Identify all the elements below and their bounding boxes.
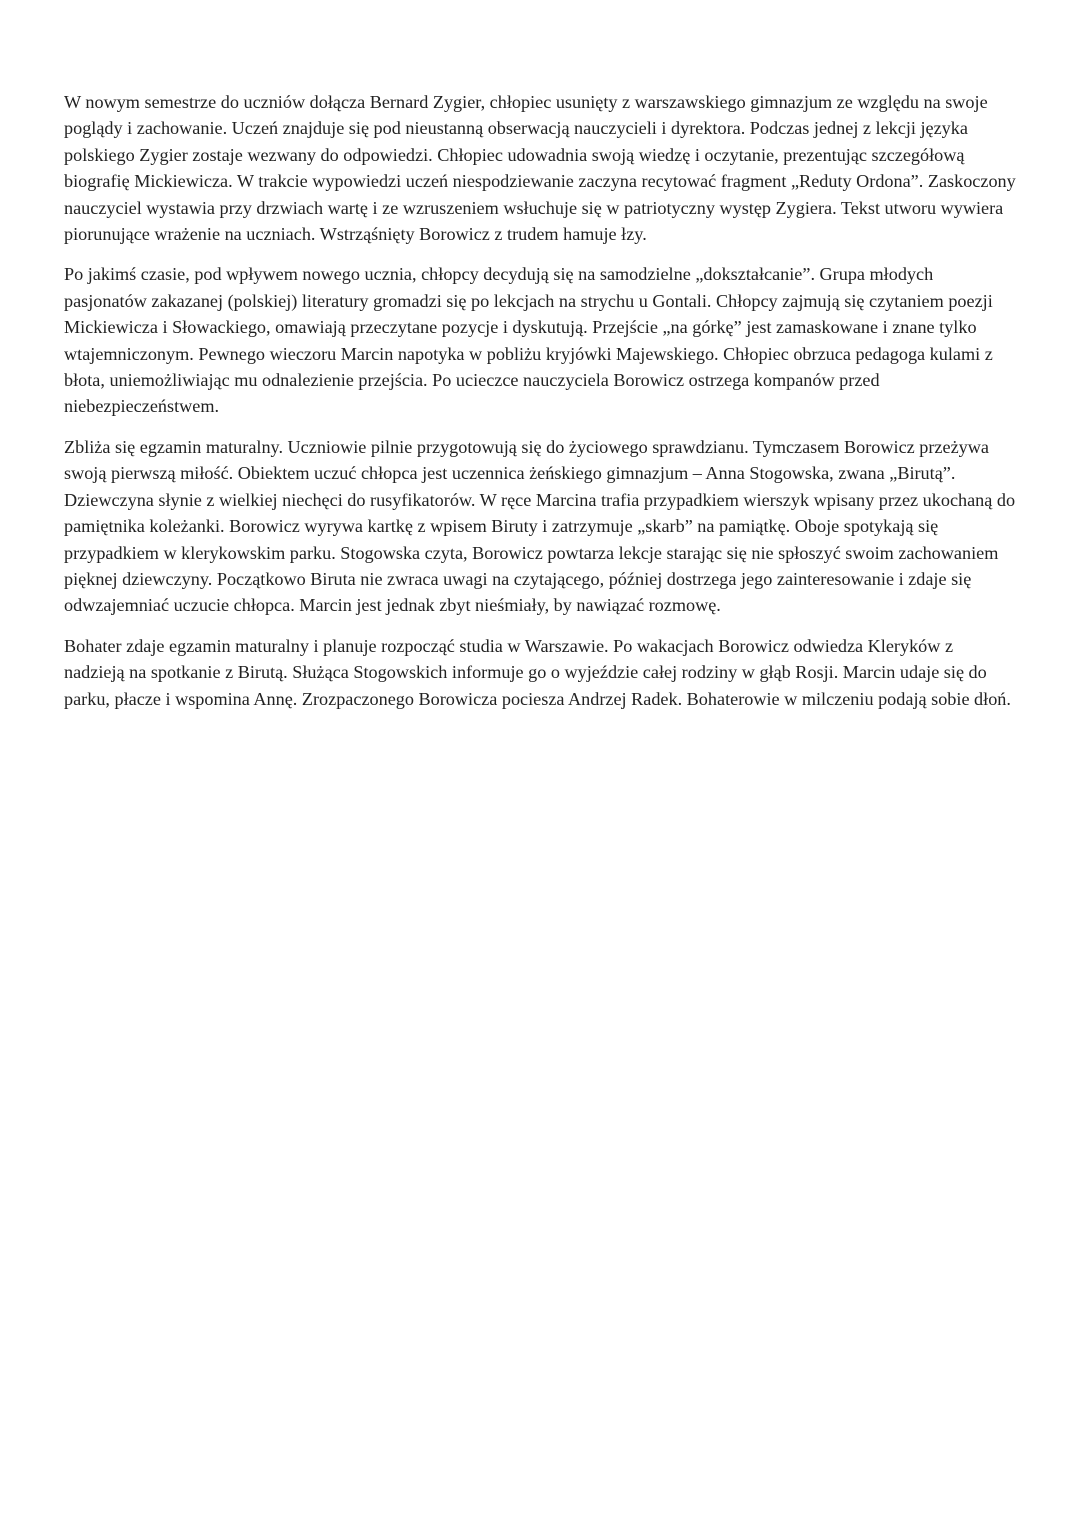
paragraph-ending: Bohater zdaje egzamin maturalny i planuje rozpocząć studia w Warszawie. Po wakacjach Borowicz odwiedza Kleryków z nadzieją na spotkanie z Birutą. Służąca Stogowskich informuje go o wyjeździe całej rodziny w głąb Rosji. Marcin udaje się do parku, płacze i wspomina Annę. Zrozpaczonego Borowicza pociesza Andrzej Radek. Bohaterowie w milczeniu podają sobie dłoń.: [64, 635, 1011, 709]
paragraph-zygier: W nowym semestrze do uczniów dołącza Bernard Zygier, chłopiec usunięty z warszawskiego gimnazjum ze względu na swoje poglądy i zachowanie. Uczeń znajduje się pod nieustanną obserwacją nauczycieli i dyrektora. Podczas jednej z lekcji języka polskiego Zygier zostaje wezwany do odpowiedzi. Chłopiec udowadnia swoją wiedzę i oczytanie, prezentując szczegółową biografię Mickiewicza. W trakcie wypowiedzi uczeń niespodziewanie zaczyna recytować fragment „Reduty Ordona”. Zaskoczony nauczyciel wystawia przy drzwiach wartę i ze wzruszeniem wsłuchuje się w patriotyczny występ Zygiera. Tekst utworu wywiera piorunujące wrażenie na uczniach. Wstrząśnięty Borowicz z trudem hamuje łzy.: [64, 92, 1016, 245]
paragraph-first-love: Zbliża się egzamin maturalny. Uczniowie pilnie przygotowują się do życiowego sprawdzianu. Tymczasem Borowicz przeżywa swoją pierwszą miłość. Obiektem uczuć chłopca jest uczennica żeńskiego gimnazjum – Anna Stogowska, zwana „Birutą”. Dziewczyna słynie z wielkiej niechęci do rusyfikatorów. W ręce Marcina trafia przypadkiem wierszyk wpisany przez ukochaną do pamiętnika koleżanki. Borowicz wyrywa kartkę z wpisem Biruty i zatrzymuje „skarb” na pamiątkę. Oboje spotykają się przypadkiem w klerykowskim parku. Stogowska czyta, Borowicz powtarza lekcje starając się nie spłoszyć swoim zachowaniem pięknej dziewczyny. Początkowo Biruta nie zwraca uwagi na czytającego, później dostrzega jego zainteresowanie i zdaje się odwzajemniać uczucie chłopca. Marcin jest jednak zbyt nieśmiały, by nawiązać rozmowę.: [64, 436, 1016, 616]
paragraph-secret-reading: Po jakimś czasie, pod wpływem nowego ucznia, chłopcy decydują się na samodzielne „dokształcanie”. Grupa młodych pasjonatów zakazanej (polskiej) literatury gromadzi się po lekcjach na strychu u Gontali. Chłopcy zajmują się czytaniem poezji Mickiewicza i Słowackiego, omawiają przeczytane pozycje i dyskutują. Przejście „na górkę” jest zamaskowane i znane tylko wtajemniczonym. Pewnego wieczoru Marcin napotyka w pobliżu kryjówki Majewskiego. Chłopiec obrzuca pedagoga kulami z błota, uniemożliwiając mu odnalezienie przejścia. Po ucieczce nauczyciela Borowicz ostrzega kompanów przed niebezpieczeństwem.: [64, 264, 993, 417]
